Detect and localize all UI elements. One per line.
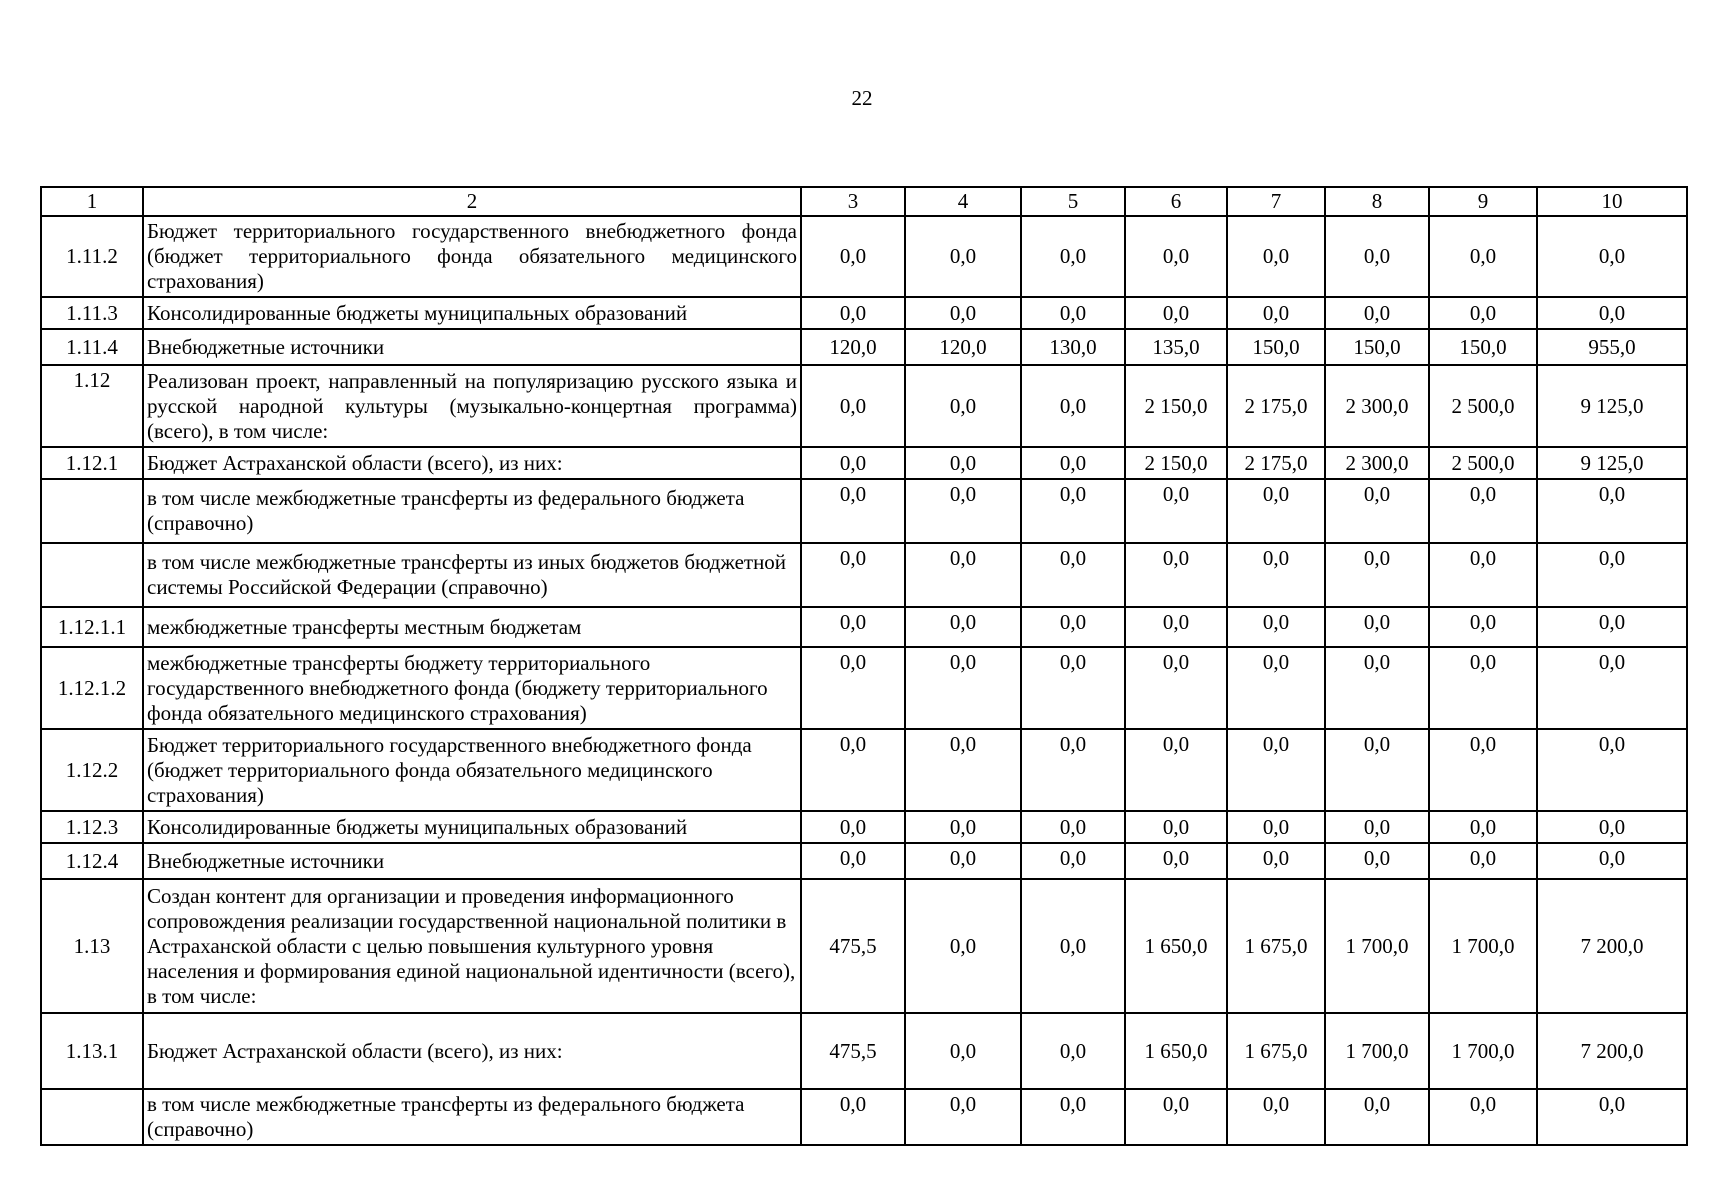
value-cell: 0,0 xyxy=(1125,543,1227,607)
value-cell: 150,0 xyxy=(1429,329,1537,365)
value-cell: 0,0 xyxy=(1021,729,1125,811)
value-cell: 2 300,0 xyxy=(1325,447,1429,479)
row-name: Внебюджетные источники xyxy=(143,843,801,879)
header-cell: 9 xyxy=(1429,187,1537,216)
value-cell: 0,0 xyxy=(905,843,1021,879)
header-cell: 3 xyxy=(801,187,905,216)
value-cell: 0,0 xyxy=(1429,216,1537,297)
value-cell: 0,0 xyxy=(1021,1013,1125,1089)
row-name: межбюджетные трансферты бюджету территориального государственного внебюджетного фонда (бюджету территориального фонда обязательного медицинского страхования) xyxy=(143,647,801,729)
value-cell: 0,0 xyxy=(1429,729,1537,811)
value-cell: 0,0 xyxy=(801,479,905,543)
value-cell: 0,0 xyxy=(801,216,905,297)
value-cell: 0,0 xyxy=(1325,843,1429,879)
value-cell: 0,0 xyxy=(1021,607,1125,647)
header-cell: 4 xyxy=(905,187,1021,216)
value-cell: 120,0 xyxy=(905,329,1021,365)
value-cell: 0,0 xyxy=(1325,1089,1429,1145)
value-cell: 120,0 xyxy=(801,329,905,365)
row-code xyxy=(41,543,143,607)
row-code: 1.13 xyxy=(41,879,143,1013)
table-row xyxy=(41,479,1687,543)
value-cell: 0,0 xyxy=(801,607,905,647)
value-cell: 0,0 xyxy=(1125,811,1227,843)
value-cell: 9 125,0 xyxy=(1537,447,1687,479)
value-cell: 2 150,0 xyxy=(1125,365,1227,447)
row-name: Бюджет территориального государственного внебюджетного фонда (бюджет территориального фонда обязательного медицинского страхования) xyxy=(143,216,801,297)
value-cell: 0,0 xyxy=(1227,543,1325,607)
value-cell: 0,0 xyxy=(1429,479,1537,543)
value-cell: 0,0 xyxy=(801,729,905,811)
table-row xyxy=(41,329,1687,365)
value-cell: 475,5 xyxy=(801,1013,905,1089)
value-cell: 0,0 xyxy=(1125,607,1227,647)
table-row xyxy=(41,647,1687,729)
row-name: в том числе межбюджетные трансферты из федерального бюджета (справочно) xyxy=(143,479,801,543)
value-cell: 2 500,0 xyxy=(1429,447,1537,479)
value-cell: 0,0 xyxy=(1325,216,1429,297)
value-cell: 0,0 xyxy=(1429,1089,1537,1145)
value-cell: 0,0 xyxy=(801,811,905,843)
value-cell: 0,0 xyxy=(905,729,1021,811)
row-code: 1.13.1 xyxy=(41,1013,143,1089)
value-cell: 130,0 xyxy=(1021,329,1125,365)
value-cell: 2 175,0 xyxy=(1227,365,1325,447)
value-cell: 0,0 xyxy=(905,1089,1021,1145)
header-cell: 1 xyxy=(41,187,143,216)
table-row xyxy=(41,447,1687,479)
value-cell: 0,0 xyxy=(1021,543,1125,607)
value-cell: 0,0 xyxy=(1537,843,1687,879)
value-cell: 0,0 xyxy=(1021,216,1125,297)
header-cell: 10 xyxy=(1537,187,1687,216)
value-cell: 0,0 xyxy=(905,647,1021,729)
value-cell: 0,0 xyxy=(1227,607,1325,647)
value-cell: 0,0 xyxy=(905,216,1021,297)
value-cell: 0,0 xyxy=(1227,479,1325,543)
value-cell: 0,0 xyxy=(1429,811,1537,843)
row-code: 1.12.3 xyxy=(41,811,143,843)
value-cell: 7 200,0 xyxy=(1537,879,1687,1013)
value-cell: 7 200,0 xyxy=(1537,1013,1687,1089)
value-cell: 0,0 xyxy=(905,1013,1021,1089)
row-code: 1.11.3 xyxy=(41,297,143,329)
row-name: Консолидированные бюджеты муниципальных образований xyxy=(143,297,801,329)
value-cell: 2 500,0 xyxy=(1429,365,1537,447)
value-cell: 0,0 xyxy=(1227,1089,1325,1145)
value-cell: 0,0 xyxy=(1429,843,1537,879)
value-cell: 1 675,0 xyxy=(1227,879,1325,1013)
value-cell: 0,0 xyxy=(1125,647,1227,729)
value-cell: 150,0 xyxy=(1325,329,1429,365)
value-cell: 2 175,0 xyxy=(1227,447,1325,479)
row-code: 1.12.1.2 xyxy=(41,647,143,729)
value-cell: 0,0 xyxy=(1021,479,1125,543)
value-cell: 0,0 xyxy=(905,297,1021,329)
value-cell: 0,0 xyxy=(1125,729,1227,811)
table-row xyxy=(41,811,1687,843)
row-name: Создан контент для организации и проведения информационного сопровождения реализации государственной национальной политики в Астраханской области с целью повышения культурного уровня населения и формирования единой национальной идентичности (всего), в том числе: xyxy=(143,879,801,1013)
value-cell: 0,0 xyxy=(1325,607,1429,647)
value-cell: 0,0 xyxy=(1325,479,1429,543)
value-cell: 0,0 xyxy=(1537,543,1687,607)
value-cell: 0,0 xyxy=(1227,811,1325,843)
value-cell: 0,0 xyxy=(1227,729,1325,811)
row-code: 1.11.2 xyxy=(41,216,143,297)
value-cell: 0,0 xyxy=(1021,811,1125,843)
value-cell: 0,0 xyxy=(1125,297,1227,329)
value-cell: 0,0 xyxy=(1125,843,1227,879)
value-cell: 0,0 xyxy=(1429,543,1537,607)
value-cell: 0,0 xyxy=(1325,543,1429,607)
value-cell: 1 650,0 xyxy=(1125,1013,1227,1089)
value-cell: 0,0 xyxy=(1021,879,1125,1013)
value-cell: 0,0 xyxy=(1429,647,1537,729)
header-cell: 7 xyxy=(1227,187,1325,216)
value-cell: 0,0 xyxy=(1227,216,1325,297)
header-cell: 6 xyxy=(1125,187,1227,216)
value-cell: 0,0 xyxy=(1227,647,1325,729)
row-code: 1.12.2 xyxy=(41,729,143,811)
header-row xyxy=(41,187,1687,216)
row-code: 1.12.1 xyxy=(41,447,143,479)
value-cell: 0,0 xyxy=(1125,1089,1227,1145)
row-name: Реализован проект, направленный на популяризацию русского языка и русской народной культуры (музыкально-концертная программа) (всего), в том числе: xyxy=(143,365,801,447)
value-cell: 0,0 xyxy=(1227,843,1325,879)
value-cell: 0,0 xyxy=(1537,297,1687,329)
value-cell: 0,0 xyxy=(1125,479,1227,543)
page-number: 22 xyxy=(851,86,873,110)
value-cell: 0,0 xyxy=(1021,297,1125,329)
value-cell: 0,0 xyxy=(801,365,905,447)
value-cell: 0,0 xyxy=(1537,647,1687,729)
table-row xyxy=(41,543,1687,607)
value-cell: 0,0 xyxy=(1125,216,1227,297)
value-cell: 1 700,0 xyxy=(1429,879,1537,1013)
value-cell: 0,0 xyxy=(1537,1089,1687,1145)
value-cell: 1 700,0 xyxy=(1325,1013,1429,1089)
table-row xyxy=(41,729,1687,811)
table-row xyxy=(41,1089,1687,1145)
value-cell: 0,0 xyxy=(1021,447,1125,479)
value-cell: 0,0 xyxy=(801,1089,905,1145)
row-name: межбюджетные трансферты местным бюджетам xyxy=(143,607,801,647)
value-cell: 0,0 xyxy=(905,447,1021,479)
value-cell: 0,0 xyxy=(905,607,1021,647)
value-cell: 1 650,0 xyxy=(1125,879,1227,1013)
value-cell: 0,0 xyxy=(801,647,905,729)
value-cell: 1 700,0 xyxy=(1429,1013,1537,1089)
value-cell: 0,0 xyxy=(905,365,1021,447)
row-code: 1.12 xyxy=(41,365,143,447)
value-cell: 1 700,0 xyxy=(1325,879,1429,1013)
table-row xyxy=(41,843,1687,879)
table-row xyxy=(41,879,1687,1013)
row-name: Бюджет Астраханской области (всего), из них: xyxy=(143,1013,801,1089)
table-row xyxy=(41,607,1687,647)
table-row xyxy=(41,216,1687,297)
value-cell: 475,5 xyxy=(801,879,905,1013)
row-name: в том числе межбюджетные трансферты из иных бюджетов бюджетной системы Российской Федерации (справочно) xyxy=(143,543,801,607)
value-cell: 0,0 xyxy=(1227,297,1325,329)
value-cell: 0,0 xyxy=(801,543,905,607)
value-cell: 135,0 xyxy=(1125,329,1227,365)
row-name: Консолидированные бюджеты муниципальных образований xyxy=(143,811,801,843)
value-cell: 0,0 xyxy=(1537,216,1687,297)
row-code xyxy=(41,479,143,543)
value-cell: 0,0 xyxy=(1537,607,1687,647)
row-name: Бюджет Астраханской области (всего), из них: xyxy=(143,447,801,479)
header-cell: 8 xyxy=(1325,187,1429,216)
table-row xyxy=(41,1013,1687,1089)
value-cell: 0,0 xyxy=(1537,479,1687,543)
header-cell: 5 xyxy=(1021,187,1125,216)
value-cell: 0,0 xyxy=(905,879,1021,1013)
value-cell: 0,0 xyxy=(1325,297,1429,329)
row-code: 1.12.1.1 xyxy=(41,607,143,647)
budget-table xyxy=(40,186,1688,1146)
value-cell: 0,0 xyxy=(1537,729,1687,811)
value-cell: 0,0 xyxy=(801,447,905,479)
value-cell: 0,0 xyxy=(1325,811,1429,843)
value-cell: 0,0 xyxy=(1429,297,1537,329)
value-cell: 150,0 xyxy=(1227,329,1325,365)
value-cell: 0,0 xyxy=(1021,365,1125,447)
row-name: Внебюджетные источники xyxy=(143,329,801,365)
value-cell: 0,0 xyxy=(905,811,1021,843)
table-row xyxy=(41,297,1687,329)
table-row xyxy=(41,365,1687,447)
value-cell: 2 300,0 xyxy=(1325,365,1429,447)
row-name: Бюджет территориального государственного внебюджетного фонда (бюджет территориального фонда обязательного медицинского страхования) xyxy=(143,729,801,811)
value-cell: 0,0 xyxy=(1021,647,1125,729)
row-code: 1.11.4 xyxy=(41,329,143,365)
row-code xyxy=(41,1089,143,1145)
value-cell: 9 125,0 xyxy=(1537,365,1687,447)
row-name: в том числе межбюджетные трансферты из федерального бюджета (справочно) xyxy=(143,1089,801,1145)
value-cell: 0,0 xyxy=(801,843,905,879)
header-cell: 2 xyxy=(143,187,801,216)
value-cell: 0,0 xyxy=(1021,843,1125,879)
value-cell: 0,0 xyxy=(1021,1089,1125,1145)
value-cell: 0,0 xyxy=(1537,811,1687,843)
value-cell: 0,0 xyxy=(801,297,905,329)
value-cell: 0,0 xyxy=(1325,729,1429,811)
row-code: 1.12.4 xyxy=(41,843,143,879)
value-cell: 0,0 xyxy=(1429,607,1537,647)
value-cell: 1 675,0 xyxy=(1227,1013,1325,1089)
value-cell: 955,0 xyxy=(1537,329,1687,365)
value-cell: 0,0 xyxy=(905,543,1021,607)
value-cell: 0,0 xyxy=(1325,647,1429,729)
value-cell: 0,0 xyxy=(905,479,1021,543)
value-cell: 2 150,0 xyxy=(1125,447,1227,479)
